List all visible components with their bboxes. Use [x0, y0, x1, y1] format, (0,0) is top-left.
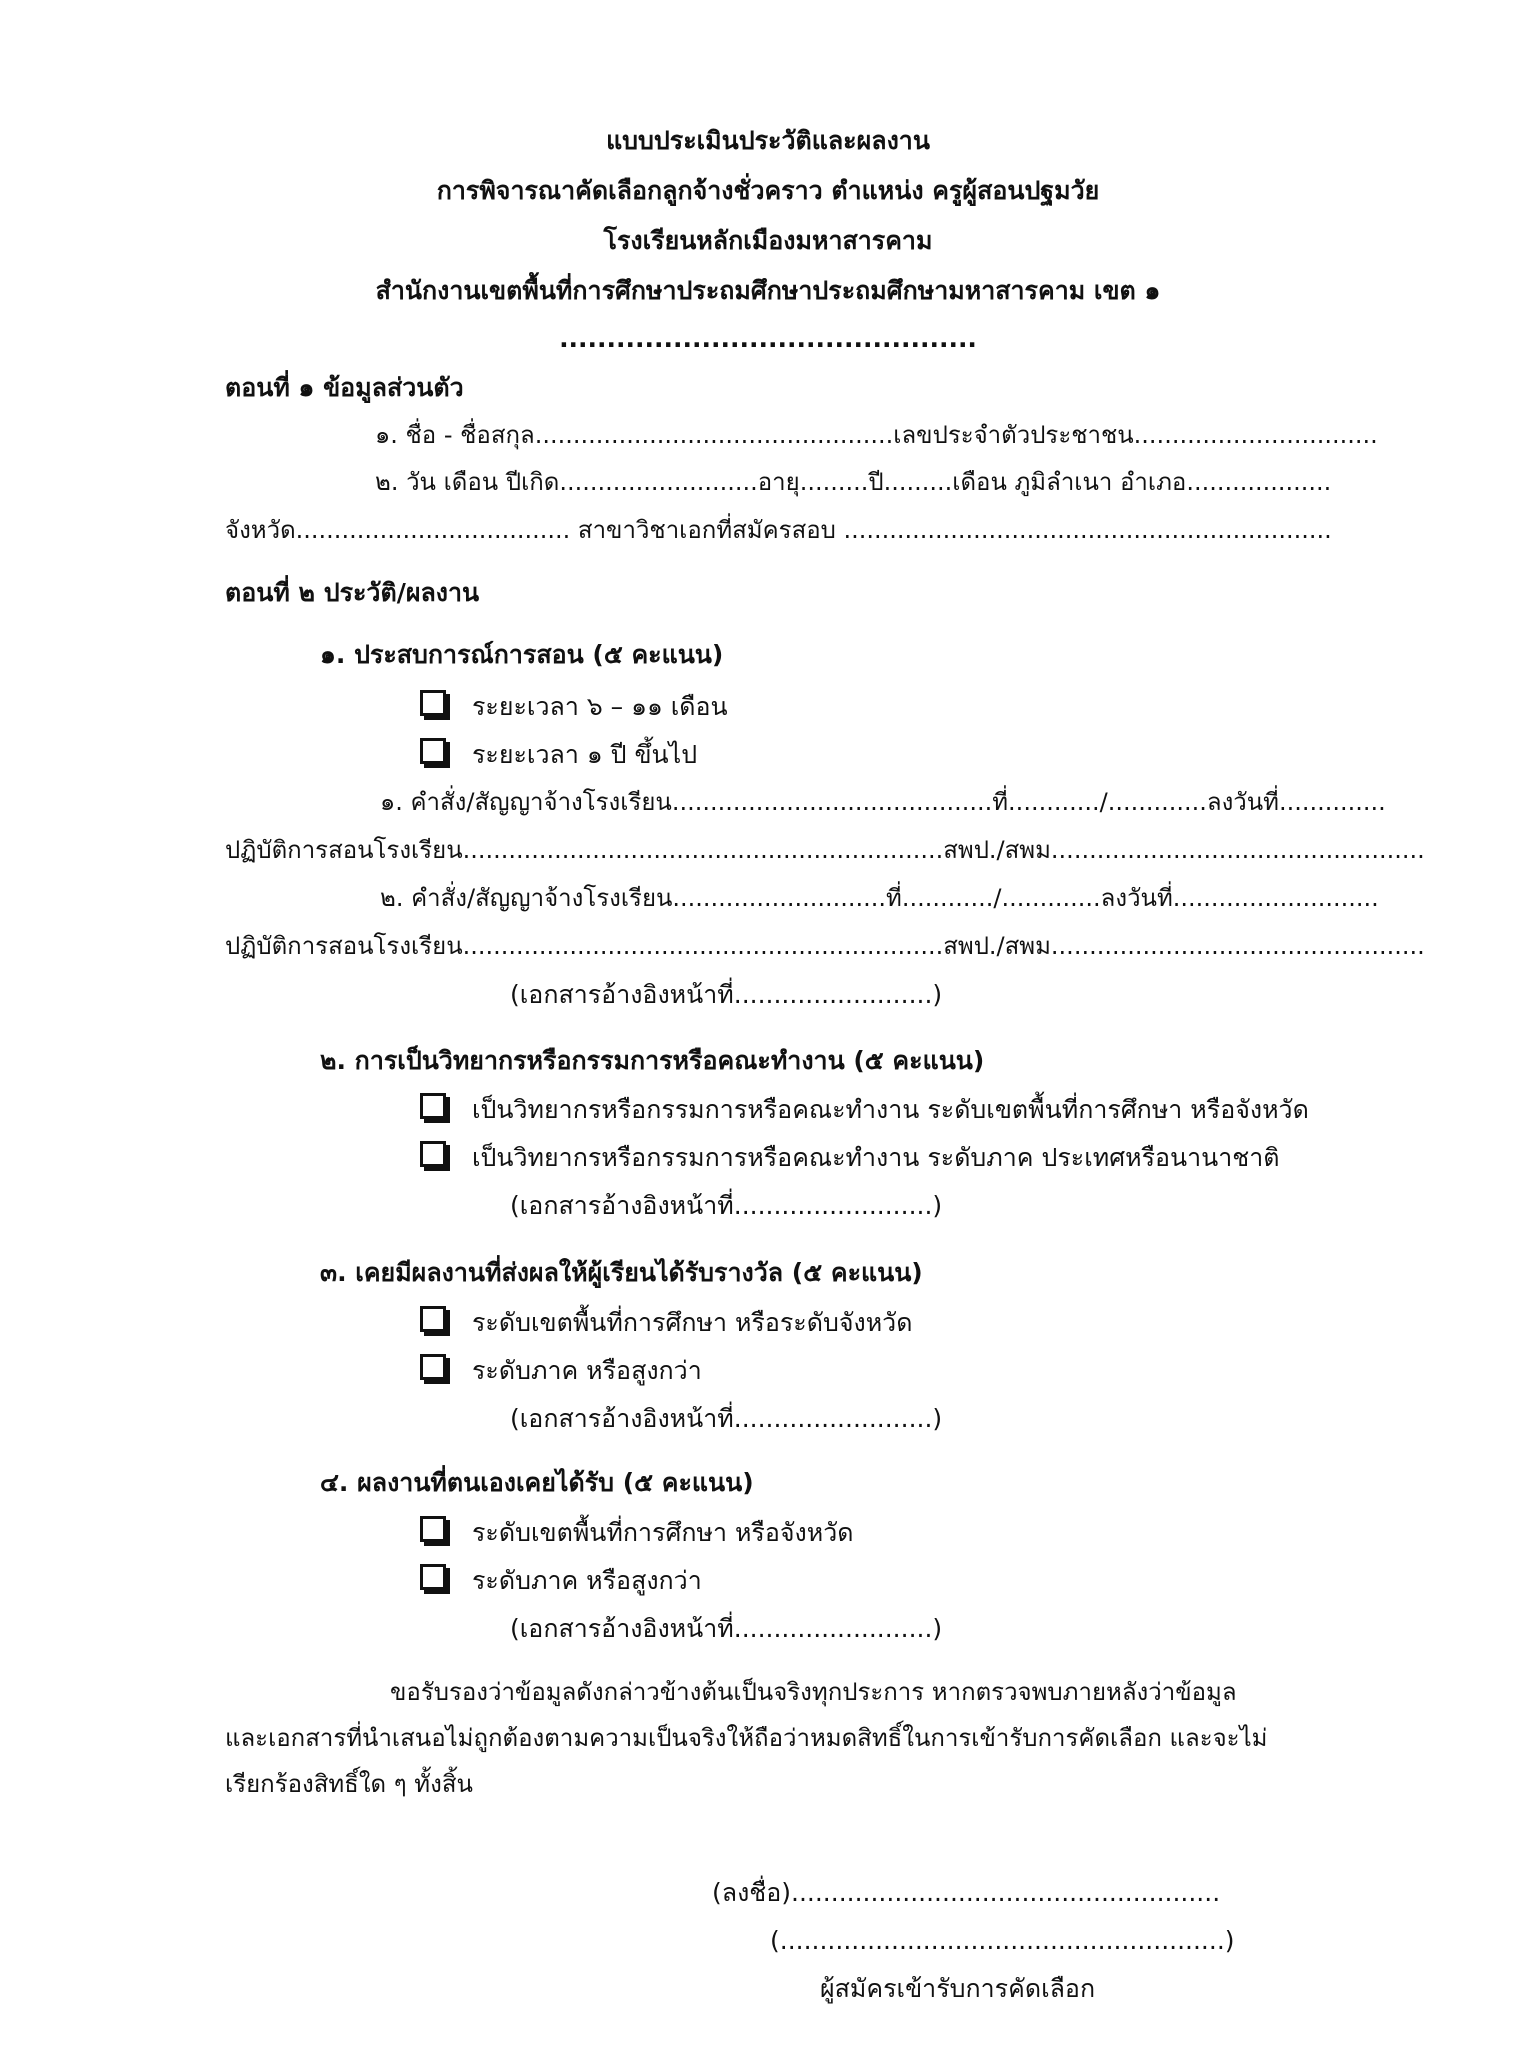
signature-line: (ลงชื่อ)......................................................	[712, 1878, 1221, 1907]
signature-name-line: (........................................................)	[770, 1926, 1235, 1955]
sec1-teach2-line: ปฏิบัติการสอนโรงเรียน...............................................................สพป./สพม.................................................	[225, 932, 1425, 960]
sec4-heading: ๔. ผลงานที่ตนเองเคยได้รับ (๕ คะแนน)	[320, 1468, 754, 1497]
sec2-reference: (เอกสารอ้างอิงหน้าที่.........................)	[510, 1191, 943, 1220]
sec3-opt1-label: ระดับเขตพื้นที่การศึกษา หรือระดับจังหวัด	[472, 1308, 913, 1337]
office-name: สำนักงานเขตพื้นที่การศึกษาประถมศึกษาประถมศึกษามหาสารคาม เขต ๑	[375, 276, 1161, 305]
signature-role: ผู้สมัครเข้ารับการคัดเลือก	[820, 1974, 1096, 2003]
sec3-opt2-checkbox[interactable]	[420, 1354, 446, 1380]
form-subtitle: การพิจารณาคัดเลือกลูกจ้างชั่วคราว ตำแหน่ง ครูผู้สอนปฐมวัย	[436, 176, 1100, 205]
sec3-opt1-checkbox[interactable]	[420, 1306, 446, 1332]
sec1-opt1-checkbox[interactable]	[420, 690, 446, 716]
sec2-opt1-checkbox[interactable]	[420, 1093, 446, 1119]
sec4-opt2-checkbox[interactable]	[420, 1564, 446, 1590]
sec1-opt2-label: ระยะเวลา ๑ ปี ขึ้นไป	[472, 740, 698, 769]
sec1-opt1-label: ระยะเวลา ๖ – ๑๑ เดือน	[472, 692, 728, 721]
personal-province-line: จังหวัด.................................... สาขาวิชาเอกที่สมัครสอบ ................................................................	[225, 516, 1332, 544]
header-dots: ............................................	[559, 324, 977, 353]
sec2-heading: ๒. การเป็นวิทยากรหรือกรรมการหรือคณะทำงาน (๕ คะแนน)	[320, 1046, 985, 1075]
sec1-order2-line: ๒. คำสั่ง/สัญญาจ้างโรงเรียน............................ที่............/.............ลงวันที่...........................	[380, 884, 1379, 912]
school-name: โรงเรียนหลักเมืองมหาสารคาม	[603, 226, 933, 255]
part1-heading: ตอนที่ ๑ ข้อมูลส่วนตัว	[225, 373, 464, 402]
sec3-heading: ๓. เคยมีผลงานที่ส่งผลให้ผู้เรียนได้รับรางวัล (๕ คะแนน)	[320, 1258, 923, 1287]
sec4-opt2-label: ระดับภาค หรือสูงกว่า	[472, 1566, 702, 1595]
sec1-reference: (เอกสารอ้างอิงหน้าที่.........................)	[510, 980, 943, 1009]
sec3-reference: (เอกสารอ้างอิงหน้าที่.........................)	[510, 1404, 943, 1433]
certification-line-1: ขอรับรองว่าข้อมูลดังกล่าวข้างต้นเป็นจริงทุกประการ หากตรวจพบภายหลังว่าข้อมูล	[390, 1678, 1237, 1706]
sec2-opt2-checkbox[interactable]	[420, 1141, 446, 1167]
form-title: แบบประเมินประวัติและผลงาน	[606, 126, 930, 155]
sec1-heading: ๑. ประสบการณ์การสอน (๕ คะแนน)	[320, 640, 724, 669]
personal-name-line: ๑. ชื่อ - ชื่อสกุล...............................................เลขประจำตัวประชาชน................................	[375, 421, 1378, 449]
sec4-reference: (เอกสารอ้างอิงหน้าที่.........................)	[510, 1614, 943, 1643]
sec1-teach1-line: ปฏิบัติการสอนโรงเรียน...............................................................สพป./สพม.................................................	[225, 836, 1425, 864]
sec4-opt1-label: ระดับเขตพื้นที่การศึกษา หรือจังหวัด	[472, 1518, 854, 1547]
sec2-opt2-label: เป็นวิทยากรหรือกรรมการหรือคณะทำงาน ระดับภาค ประเทศหรือนานาชาติ	[472, 1143, 1280, 1172]
sec1-opt2-checkbox[interactable]	[420, 738, 446, 764]
sec2-opt1-label: เป็นวิทยากรหรือกรรมการหรือคณะทำงาน ระดับเขตพื้นที่การศึกษา หรือจังหวัด	[472, 1095, 1309, 1124]
sec4-opt1-checkbox[interactable]	[420, 1516, 446, 1542]
certification-line-2: และเอกสารที่นำเสนอไม่ถูกต้องตามความเป็นจริงให้ถือว่าหมดสิทธิ์ในการเข้ารับการคัดเลือก และจะไม่	[225, 1724, 1268, 1752]
sec1-order1-line: ๑. คำสั่ง/สัญญาจ้างโรงเรียน..........................................ที่............/.............ลงวันที่..............	[380, 788, 1386, 816]
personal-birth-line: ๒. วัน เดือน ปีเกิด..........................อายุ.........ปี.........เดือน ภูมิลำเนา อำเภอ...................	[375, 468, 1332, 496]
certification-line-3: เรียกร้องสิทธิ์ใด ๆ ทั้งสิ้น	[225, 1770, 473, 1798]
part2-heading: ตอนที่ ๒ ประวัติ/ผลงาน	[225, 578, 480, 607]
sec3-opt2-label: ระดับภาค หรือสูงกว่า	[472, 1356, 702, 1385]
